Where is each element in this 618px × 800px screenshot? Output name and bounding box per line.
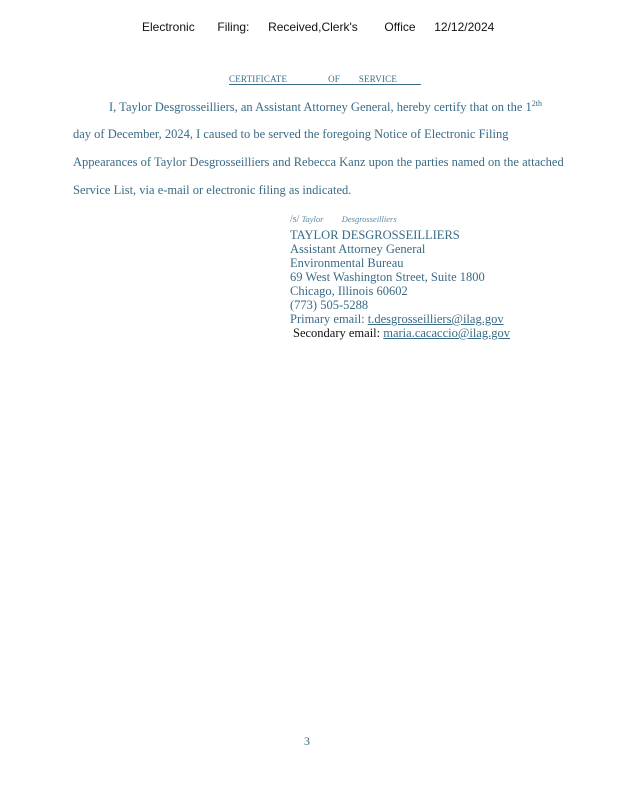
certificate-title	[229, 74, 421, 85]
signature-slash-s: /s/	[290, 214, 300, 225]
primary-email-label: Primary email:	[290, 312, 368, 326]
paragraph-line-1-text: I, Taylor Desgrosseilliers, an Assistant Attorney General, hereby certify that on the 1	[109, 100, 532, 115]
page-number: 3	[304, 734, 310, 748]
signature-last-name: Desgrosseilliers	[341, 214, 397, 224]
signer-role: Assistant Attorney General	[290, 242, 426, 256]
title-word-certificate: CERTIFICATE	[229, 74, 288, 84]
header-office: Office	[384, 20, 416, 34]
title-word-service: SERVICE	[358, 74, 398, 84]
header-filing: Filing:	[217, 20, 250, 34]
secondary-email-link[interactable]: maria.cacaccio@ilag.gov	[383, 326, 510, 340]
signer-bureau: Environmental Bureau	[290, 256, 404, 270]
signer-name: TAYLOR DESGROSSEILLIERS	[290, 228, 460, 242]
signature-first-name: Taylor	[301, 214, 324, 224]
paragraph-line-1	[109, 99, 542, 115]
date-ordinal-superscript: 2th	[531, 99, 542, 108]
signer-city-state-zip: Chicago, Illinois 60602	[290, 284, 408, 298]
title-word-of: OF	[328, 74, 340, 84]
secondary-email-row	[290, 326, 510, 340]
signer-street-address: 69 West Washington Street, Suite 1800	[290, 270, 485, 284]
header-electronic: Electronic	[142, 20, 195, 34]
header-date: 12/12/2024	[434, 20, 495, 34]
paragraph-line-3: Appearances of Taylor Desgrosseilliers and Rebecca Kanz upon the parties named on the attached	[73, 155, 564, 169]
primary-email-row	[290, 312, 510, 326]
header-received-clerks: Received,Clerk's	[268, 20, 358, 34]
electronic-signature	[290, 212, 510, 227]
primary-email-link[interactable]: t.desgrosseilliers@ilag.gov	[367, 312, 504, 326]
paragraph-line-4: Service List, via e-mail or electronic filing as indicated.	[73, 183, 352, 197]
signature-block	[290, 212, 510, 340]
secondary-email-label: Secondary email:	[293, 326, 384, 340]
electronic-filing-header	[142, 20, 494, 34]
paragraph-line-2: day of December, 2024, I caused to be served the foregoing Notice of Electronic Filing	[73, 127, 509, 141]
signer-phone: (773) 505-5288	[290, 298, 369, 312]
